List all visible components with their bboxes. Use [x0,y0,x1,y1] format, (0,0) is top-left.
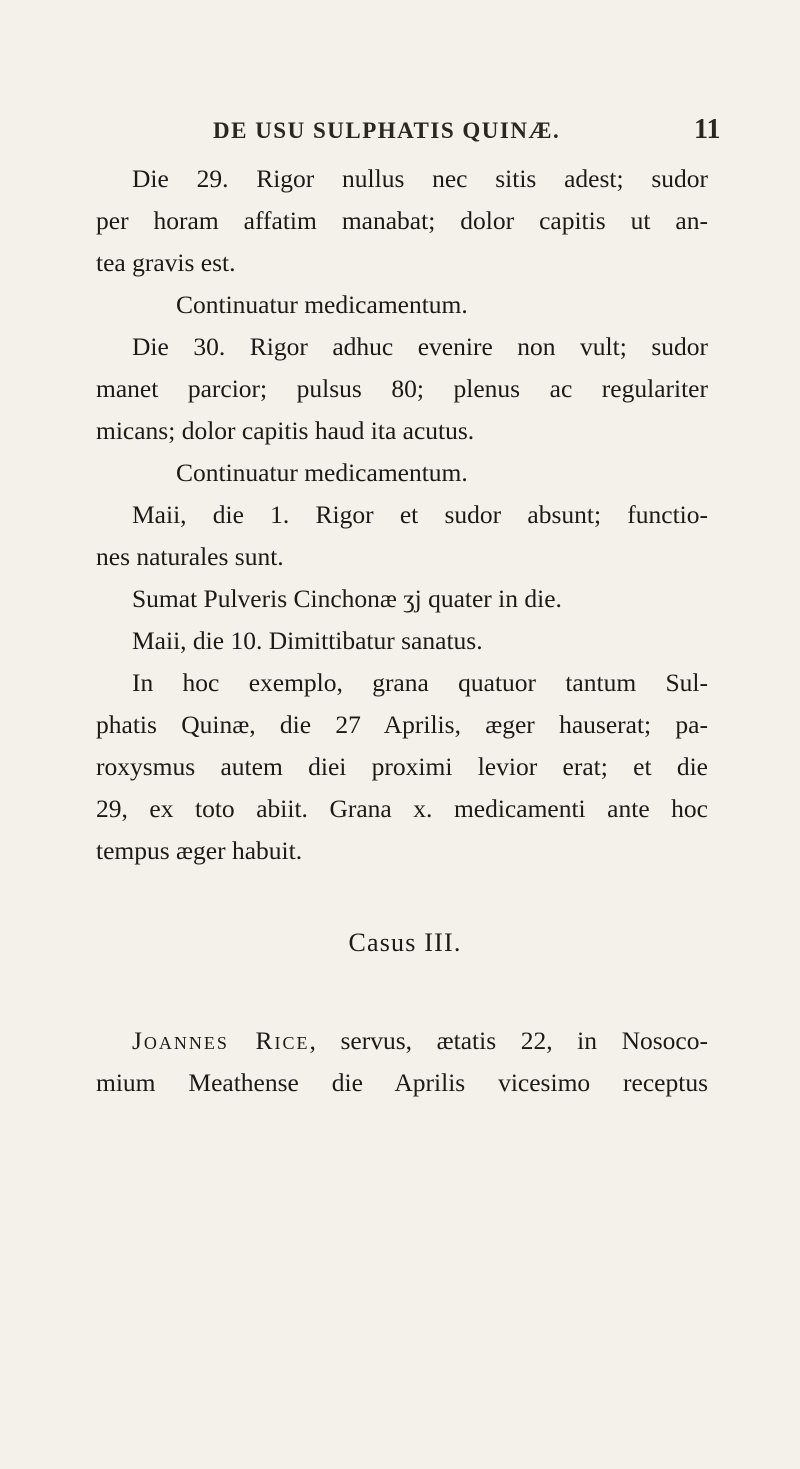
case-heading: Casus III. [348,928,462,957]
p2-line-2: manet parcior; pulsus 80; plenus ac regulariter [96,374,708,403]
p6-line-1: In hoc exemplo, grana quatuor tantum Sul- [132,668,708,697]
prescription-line-2: Continuatur medicamentum. [176,458,468,487]
patient-name: Joannes Rice [132,1026,310,1055]
running-title: DE USU SULPHATIS QUINÆ. [213,118,561,143]
p5-line: Maii, die 10. Dimittibatur sanatus. [132,626,483,655]
p6-line-3: roxysmus autem diei proximi levior erat; et die [96,752,708,781]
p7-line-2: mium Meathense die Aprilis vicesimo receptus [96,1068,708,1097]
page-number: 11 [694,114,721,145]
p3-line-2: nes naturales sunt. [96,542,284,571]
spacer [96,964,708,1020]
spacer [96,872,708,922]
p6-line-5: tempus æger habuit. [96,836,303,865]
p4-line: Sumat Pulveris Cinchonæ ʒj quater in die. [132,584,562,613]
p1-line-1: Die 29. Rigor nullus nec sitis adest; sudor [132,164,708,193]
p2-line-1: Die 30. Rigor adhuc evenire non vult; sudor [132,332,708,361]
p6-line-4: 29, ex toto abiit. Grana x. medicamenti ante hoc [96,794,708,823]
p7-line-1-rest: , servus, ætatis 22, in Nosoco- [309,1026,708,1055]
p2-line-3: micans; dolor capitis haud ita acutus. [96,416,475,445]
p1-line-2: per horam affatim manabat; dolor capitis ut an- [96,206,708,235]
p7-line-1 [96,1020,708,1062]
p6-line-2: phatis Quinæ, die 27 Aprilis, æger hauserat; pa- [96,710,708,739]
p1-line-3: tea gravis est. [96,248,236,277]
body-text [96,158,708,1104]
running-head [0,114,800,152]
p3-line-1: Maii, die 1. Rigor et sudor absunt; functio- [132,500,708,529]
prescription-line-1: Continuatur medicamentum. [176,290,468,319]
